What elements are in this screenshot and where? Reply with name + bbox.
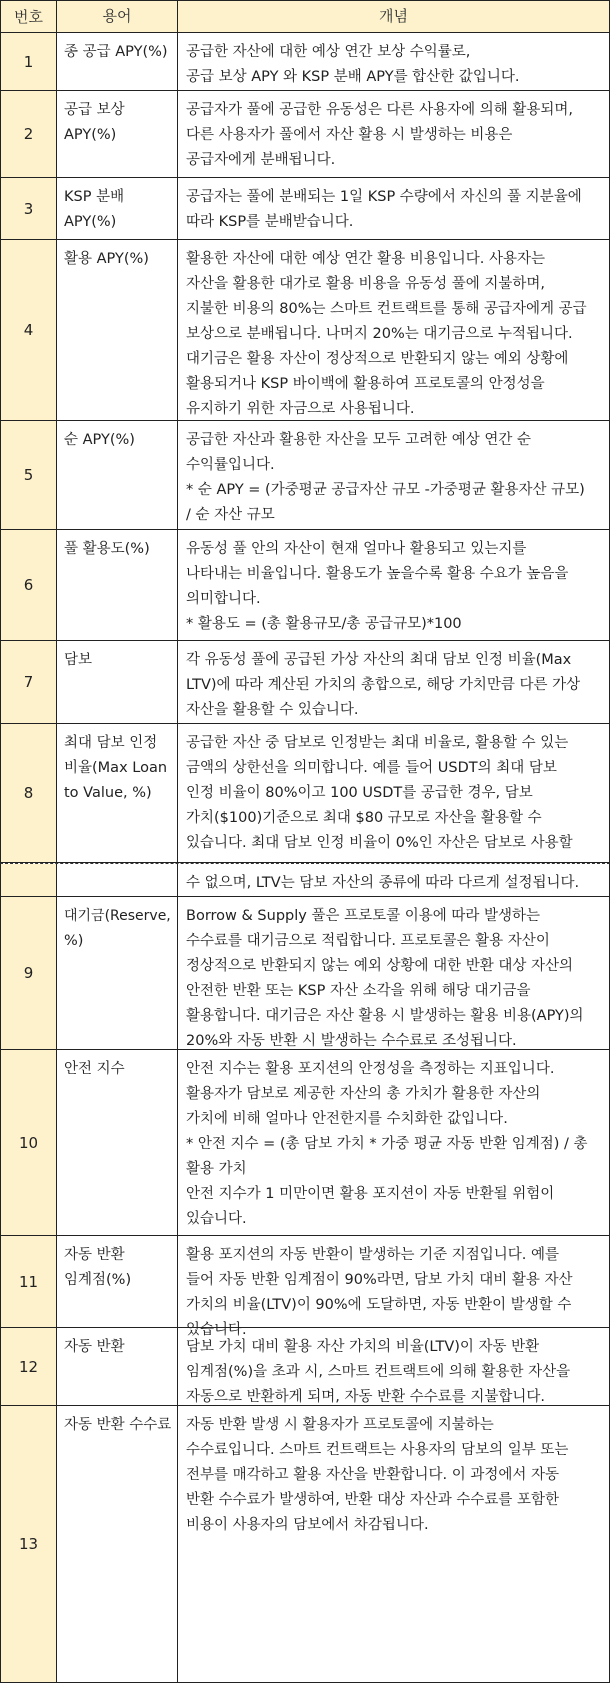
- definition-line: 안전한 반환 또는 KSP 자산 소각을 위해 해당 대기금을: [186, 983, 531, 999]
- definition-line: 공급자에게 분배됩니다.: [186, 152, 336, 168]
- term-line: 임계점(%): [64, 1272, 132, 1288]
- table-row: [0, 178, 610, 240]
- definition-line: 따라 KSP를 분배받습니다.: [186, 214, 354, 230]
- term-line: 자동 반환: [64, 1339, 125, 1355]
- row-definition: [178, 240, 609, 420]
- definition-line: 안전 지수는 활용 포지션의 안정성을 측정하는 지표입니다.: [186, 1061, 555, 1077]
- row-definition: [178, 1236, 609, 1338]
- definition-line: 정상적으로 반환되지 않는 예외 상황에 대한 반환 대상 자산의: [186, 958, 574, 974]
- definition-line: 활용합니다. 대기금은 자산 활용 시 발생하는 활용 비용(APY)의: [186, 1008, 584, 1024]
- definition-line: 활용자가 담보로 제공한 자산의 총 가치가 활용한 자산의: [186, 1086, 541, 1102]
- row-definition: [178, 178, 609, 239]
- table-row: [0, 33, 610, 91]
- definition-line: 공급한 자산과 활용한 자산을 모두 고려한 예상 연간 순: [186, 432, 532, 448]
- row-number: 1: [1, 33, 57, 90]
- term-line: 공급 보상: [64, 102, 125, 118]
- definition-line: 수 없으며, LTV는 담보 자산의 종류에 따라 다르게 설정됩니다.: [186, 875, 580, 891]
- term-line: KSP 분배: [64, 189, 125, 205]
- row-term: [57, 641, 178, 723]
- definition-line: 공급자가 풀에 공급한 유동성은 다른 사용자에 의해 활용되며,: [186, 102, 574, 118]
- row-term: [57, 1050, 178, 1235]
- definition-line: 공급한 자산 중 담보로 인정받는 최대 비율로, 활용할 수 있는: [186, 735, 569, 751]
- definition-line: 가치에 비해 얼마나 안전한지를 수치화한 값입니다.: [186, 1111, 508, 1127]
- term-line: 활용 APY(%): [64, 251, 149, 267]
- table-row: [0, 421, 610, 530]
- row-term: [57, 897, 178, 1049]
- term-line: 자동 반환: [64, 1247, 125, 1263]
- definition-line: 수수료를 대기금으로 적립합니다. 프로토콜은 활용 자산이: [186, 933, 550, 949]
- row-term: [57, 724, 178, 862]
- definition-line: 유동성 풀 안의 자산이 현재 얼마나 활용되고 있는지를: [186, 541, 527, 557]
- row-definition: [178, 33, 609, 90]
- definition-line: 있습니다.: [186, 1211, 247, 1227]
- definition-line: 반환 수수료가 발생하여, 반환 대상 자산과 수수료를 포함한: [186, 1492, 560, 1508]
- row-number: 5: [1, 421, 57, 529]
- row-term: [57, 1236, 178, 1327]
- table-row: [0, 641, 610, 724]
- row-definition: [178, 1050, 609, 1235]
- definition-line: 지불한 비용의 80%는 스마트 컨트랙트를 통해 공급자에게 공급: [186, 301, 587, 317]
- row-term: [57, 421, 178, 529]
- row-term: [57, 1406, 178, 1682]
- row-number: 2: [1, 91, 57, 177]
- table-row: [0, 1236, 610, 1338]
- row-term: [57, 33, 178, 90]
- row-term: [57, 864, 178, 896]
- definition-line: 대기금은 활용 자산이 정상적으로 반환되지 않는 예외 상황에: [186, 351, 569, 367]
- definition-line: 다른 사용자가 풀에서 자산 활용 시 발생하는 비용은: [186, 127, 513, 143]
- definition-line: 수익률입니다.: [186, 457, 275, 473]
- term-line: 담보: [64, 652, 93, 668]
- definition-line: 공급한 자산에 대한 예상 연간 보상 수익률로,: [186, 44, 471, 60]
- table-row: [0, 724, 610, 863]
- definition-line: 의미합니다.: [186, 591, 261, 607]
- definition-line: 활용 포지션의 자동 반환이 발생하는 기준 지점입니다. 예를: [186, 1247, 560, 1263]
- row-term: [57, 530, 178, 640]
- definition-line: 20%와 자동 반환 시 발생하는 수수료로 조성됩니다.: [186, 1033, 517, 1049]
- row-number: 7: [1, 641, 57, 723]
- definition-line: Borrow & Supply 풀은 프로토콜 이용에 따라 발생하는: [186, 908, 540, 924]
- definition-line: 있습니다. 최대 담보 인정 비율이 0%인 자산은 담보로 사용할: [186, 835, 573, 851]
- row-term: [57, 240, 178, 420]
- table-row: [0, 1050, 610, 1236]
- definition-line: 유지하기 위한 자금으로 사용됩니다.: [186, 401, 415, 417]
- definition-line: 임계점(%)을 초과 시, 스마트 컨트랙트에 의해 활용한 자산을: [186, 1364, 571, 1380]
- definition-line: 활용한 자산에 대한 예상 연간 활용 비용입니다. 사용자는: [186, 251, 546, 267]
- row-definition: [178, 1406, 609, 1682]
- term-line: 대기금(Reserve,: [64, 908, 171, 924]
- row-number: 13: [1, 1406, 57, 1682]
- term-line: 순 APY(%): [64, 432, 135, 448]
- definition-line: 수수료입니다. 스마트 컨트랙트는 사용자의 담보의 일부 또는: [186, 1442, 569, 1458]
- definition-line: 각 유동성 풀에 공급된 가상 자산의 최대 담보 인정 비율(Max: [186, 652, 572, 668]
- term-line: 최대 담보 인정: [64, 735, 158, 751]
- row-number: 3: [1, 178, 57, 239]
- row-definition: [178, 1328, 609, 1405]
- table-row: [0, 863, 610, 897]
- row-definition: [178, 724, 609, 862]
- term-line: APY(%): [64, 127, 117, 143]
- definition-line: 자동으로 반환하게 되며, 자동 반환 수수료를 지불합니다.: [186, 1389, 546, 1405]
- definition-line: 금액의 상한선을 의미합니다. 예를 들어 USDT의 최대 담보: [186, 760, 557, 776]
- definition-line: 담보 가치 대비 활용 자산 가치의 비율(LTV)이 자동 반환: [186, 1339, 540, 1355]
- definition-line: 인정 비율이 80%이고 100 USDT를 공급한 경우, 담보: [186, 785, 533, 801]
- table-row: [0, 897, 610, 1050]
- row-number: 11: [1, 1236, 57, 1327]
- definition-line: 자산을 활용할 수 있습니다.: [186, 702, 359, 718]
- row-number: 4: [1, 240, 57, 420]
- definition-line: 활용되거나 KSP 바이백에 활용하여 프로토콜의 안정성을: [186, 376, 545, 392]
- definition-line: 자산을 활용한 대가로 활용 비용을 유동성 풀에 지불하며,: [186, 276, 546, 292]
- row-definition: [178, 864, 609, 896]
- row-definition: [178, 897, 609, 1049]
- definition-line: 안전 지수가 1 미만이면 활용 포지션이 자동 반환될 위험이: [186, 1186, 555, 1202]
- term-line: %): [64, 933, 84, 949]
- row-number: 10: [1, 1050, 57, 1235]
- row-number: 8: [1, 724, 57, 862]
- header-concept: 개념: [178, 1, 609, 32]
- row-definition: [178, 91, 609, 177]
- definition-line: 가치($100)기준으로 최대 $80 규모로 자산을 활용할 수: [186, 810, 542, 826]
- definition-line: 비용이 사용자의 담보에서 차감됩니다.: [186, 1517, 429, 1533]
- table-header: [0, 0, 610, 33]
- row-term: [57, 1328, 178, 1405]
- table-row: [0, 1406, 610, 1683]
- definition-line: 공급자는 풀에 분배되는 1일 KSP 수량에서 자신의 풀 지분율에: [186, 189, 582, 205]
- table-row: [0, 530, 610, 641]
- definition-line: 가치의 비율(LTV)이 90%에 도달하면, 자동 반환이 발생할 수: [186, 1297, 572, 1313]
- definition-line: / 순 자산 규모: [186, 507, 275, 523]
- table-row: [0, 91, 610, 178]
- definition-line: 자동 반환 발생 시 활용자가 프로토콜에 지불하는: [186, 1417, 494, 1433]
- header-number: 번호: [1, 1, 57, 32]
- row-definition: [178, 530, 609, 640]
- term-line: 종 공급 APY(%): [64, 44, 168, 60]
- header-term: 용어: [57, 1, 178, 32]
- term-line: 풀 활용도(%): [64, 541, 150, 557]
- row-term: [57, 91, 178, 177]
- term-line: to Value, %): [64, 785, 152, 801]
- term-line: 안전 지수: [64, 1061, 125, 1077]
- definition-line: 공급 보상 APY 와 KSP 분배 APY를 합산한 값입니다.: [186, 69, 520, 85]
- row-number: [1, 864, 57, 896]
- row-definition: [178, 641, 609, 723]
- row-number: 9: [1, 897, 57, 1049]
- definition-line: * 안전 지수 = (총 담보 가치 * 가중 평균 자동 반환 임계점) / 총: [186, 1136, 588, 1152]
- definition-line: 보상으로 분배됩니다. 나머지 20%는 대기금으로 누적됩니다.: [186, 326, 573, 342]
- table-row: [0, 240, 610, 421]
- definition-line: 있습니다.: [186, 1322, 247, 1338]
- row-term: [57, 178, 178, 239]
- term-line: APY(%): [64, 214, 117, 230]
- term-line: 자동 반환 수수료: [64, 1417, 172, 1433]
- row-number: 6: [1, 530, 57, 640]
- row-number: 12: [1, 1328, 57, 1405]
- definition-line: 들어 자동 반환 임계점이 90%라면, 담보 가치 대비 활용 자산: [186, 1272, 573, 1288]
- term-line: 비율(Max Loan: [64, 760, 168, 776]
- definition-line: 나타내는 비율입니다. 활용도가 높을수록 활용 수요가 높음을: [186, 566, 569, 582]
- definition-line: 활용 가치: [186, 1161, 247, 1177]
- definition-line: 전부를 매각하고 활용 자산을 반환합니다. 이 과정에서 자동: [186, 1467, 560, 1483]
- definition-line: * 순 APY = (가중평균 공급자산 규모 -가중평균 활용자산 규모): [186, 482, 585, 498]
- row-definition: [178, 421, 609, 529]
- table-row: [0, 1328, 610, 1406]
- definition-line: * 활용도 = (총 활용규모/총 공급규모)*100: [186, 616, 462, 632]
- definition-line: LTV)에 따라 계산된 가치의 총합으로, 해당 가치만큼 다른 가상: [186, 677, 581, 693]
